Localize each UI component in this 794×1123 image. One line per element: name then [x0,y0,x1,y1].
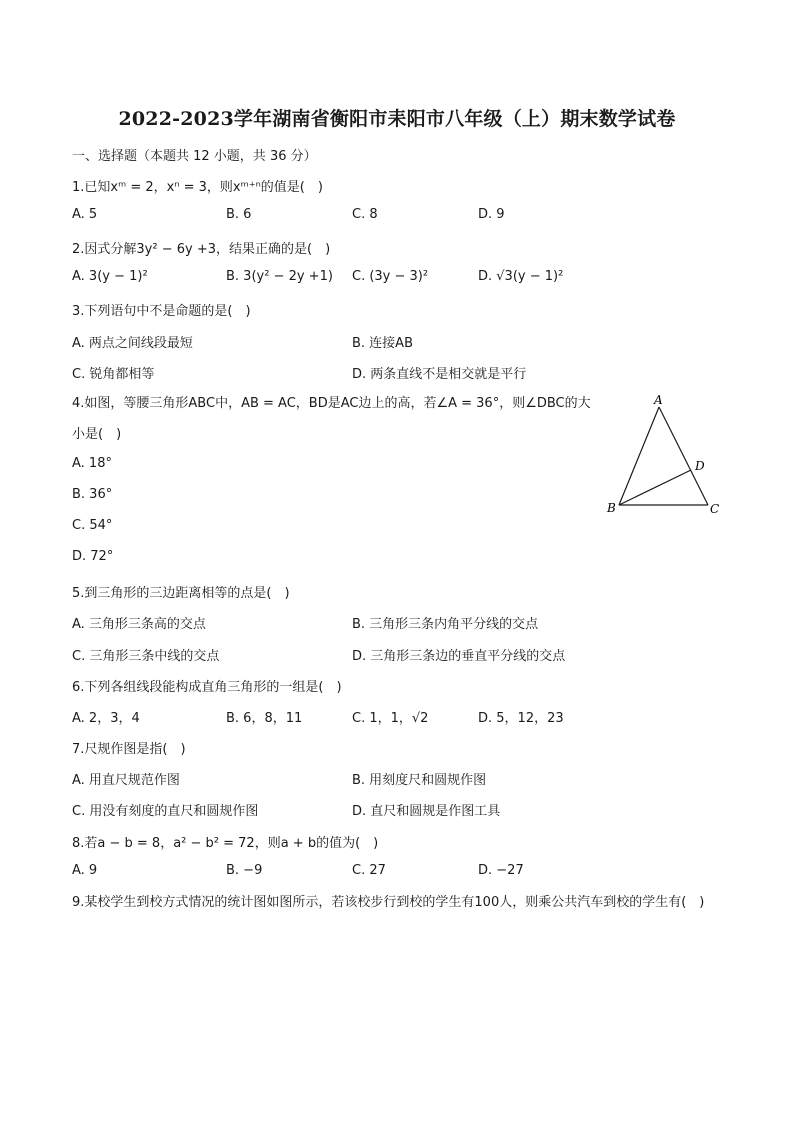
q2-option-d[interactable]: D. √3(y − 1)² [478,269,564,284]
question-1: 1.已知xᵐ = 2，xⁿ = 3，则xᵐ⁺ⁿ的值是( ) [72,180,323,195]
vertex-label-a: A [654,393,663,407]
q2-option-b[interactable]: B. 3(y² − 2y +1) [226,269,333,284]
q6-option-d[interactable]: D. 5，12，23 [478,711,564,726]
section-heading: 一、选择题（本题共 12 小题，共 36 分） [72,149,317,164]
q5-option-c[interactable]: C. 三角形三条中线的交点 [72,649,220,664]
q8-option-b[interactable]: B. −9 [226,863,263,878]
vertex-label-c: C [710,502,720,516]
question-3: 3.下列语句中不是命题的是( ) [72,304,251,319]
q8-option-c[interactable]: C. 27 [352,863,386,878]
q2-option-a[interactable]: A. 3(y − 1)² [72,269,148,284]
q3-option-d[interactable]: D. 两条直线不是相交就是平行 [352,367,527,382]
page-title: 2022-2023学年湖南省衡阳市耒阳市八年级（上）期末数学试卷 [118,108,676,130]
q5-option-d[interactable]: D. 三角形三条边的垂直平分线的交点 [352,649,566,664]
q6-option-a[interactable]: A. 2，3，4 [72,711,140,726]
question-2: 2.因式分解3y² − 6y +3，结果正确的是( ) [72,242,331,257]
q8-option-d[interactable]: D. −27 [478,863,524,878]
q7-option-b[interactable]: B. 用刻度尺和圆规作图 [352,773,487,788]
q4-option-b[interactable]: B. 36° [72,487,113,502]
question-4: 4.如图，等腰三角形ABC中，AB = AC，BD是AC边上的高，若∠A = 36°，则∠DBC的大小是( ) [72,396,591,442]
q4-option-a[interactable]: A. 18° [72,456,112,471]
side-ab [619,407,659,505]
q1-option-c[interactable]: C. 8 [352,207,378,222]
q2-option-c[interactable]: C. (3y − 3)² [352,269,429,284]
vertex-label-b: B [607,501,616,515]
q6-option-c[interactable]: C. 1，1，√2 [352,711,429,726]
triangle-figure [600,392,730,522]
question-9: 9.某校学生到校方式情况的统计图如图所示，若该校步行到校的学生有100人，则乘公共汽车到校的学生有( ) [72,895,705,910]
q1-option-a[interactable]: A. 5 [72,207,98,222]
question-8: 8.若a − b = 8，a² − b² = 72，则a + b的值为( ) [72,836,379,851]
question-6: 6.下列各组线段能构成直角三角形的一组是( ) [72,680,342,695]
altitude-bd [619,470,691,505]
question-5: 5.到三角形的三边距离相等的点是( ) [72,586,290,601]
question-7: 7.尺规作图是指( ) [72,742,186,757]
q7-option-a[interactable]: A. 用直尺规范作图 [72,773,180,788]
q4-option-c[interactable]: C. 54° [72,518,113,533]
vertex-label-d: D [695,459,705,473]
q5-option-b[interactable]: B. 三角形三条内角平分线的交点 [352,617,539,632]
q3-option-c[interactable]: C. 锐角都相等 [72,367,155,382]
q7-option-c[interactable]: C. 用没有刻度的直尺和圆规作图 [72,804,259,819]
q3-option-a[interactable]: A. 两点之间线段最短 [72,336,193,351]
q4-option-d[interactable]: D. 72° [72,549,114,564]
q6-option-b[interactable]: B. 6，8，11 [226,711,303,726]
q1-option-b[interactable]: B. 6 [226,207,252,222]
q8-option-a[interactable]: A. 9 [72,863,98,878]
q5-option-a[interactable]: A. 三角形三条高的交点 [72,617,206,632]
q3-option-b[interactable]: B. 连接AB [352,336,413,351]
q7-option-d[interactable]: D. 直尺和圆规是作图工具 [352,804,501,819]
q1-option-d[interactable]: D. 9 [478,207,505,222]
side-ac [659,407,708,505]
